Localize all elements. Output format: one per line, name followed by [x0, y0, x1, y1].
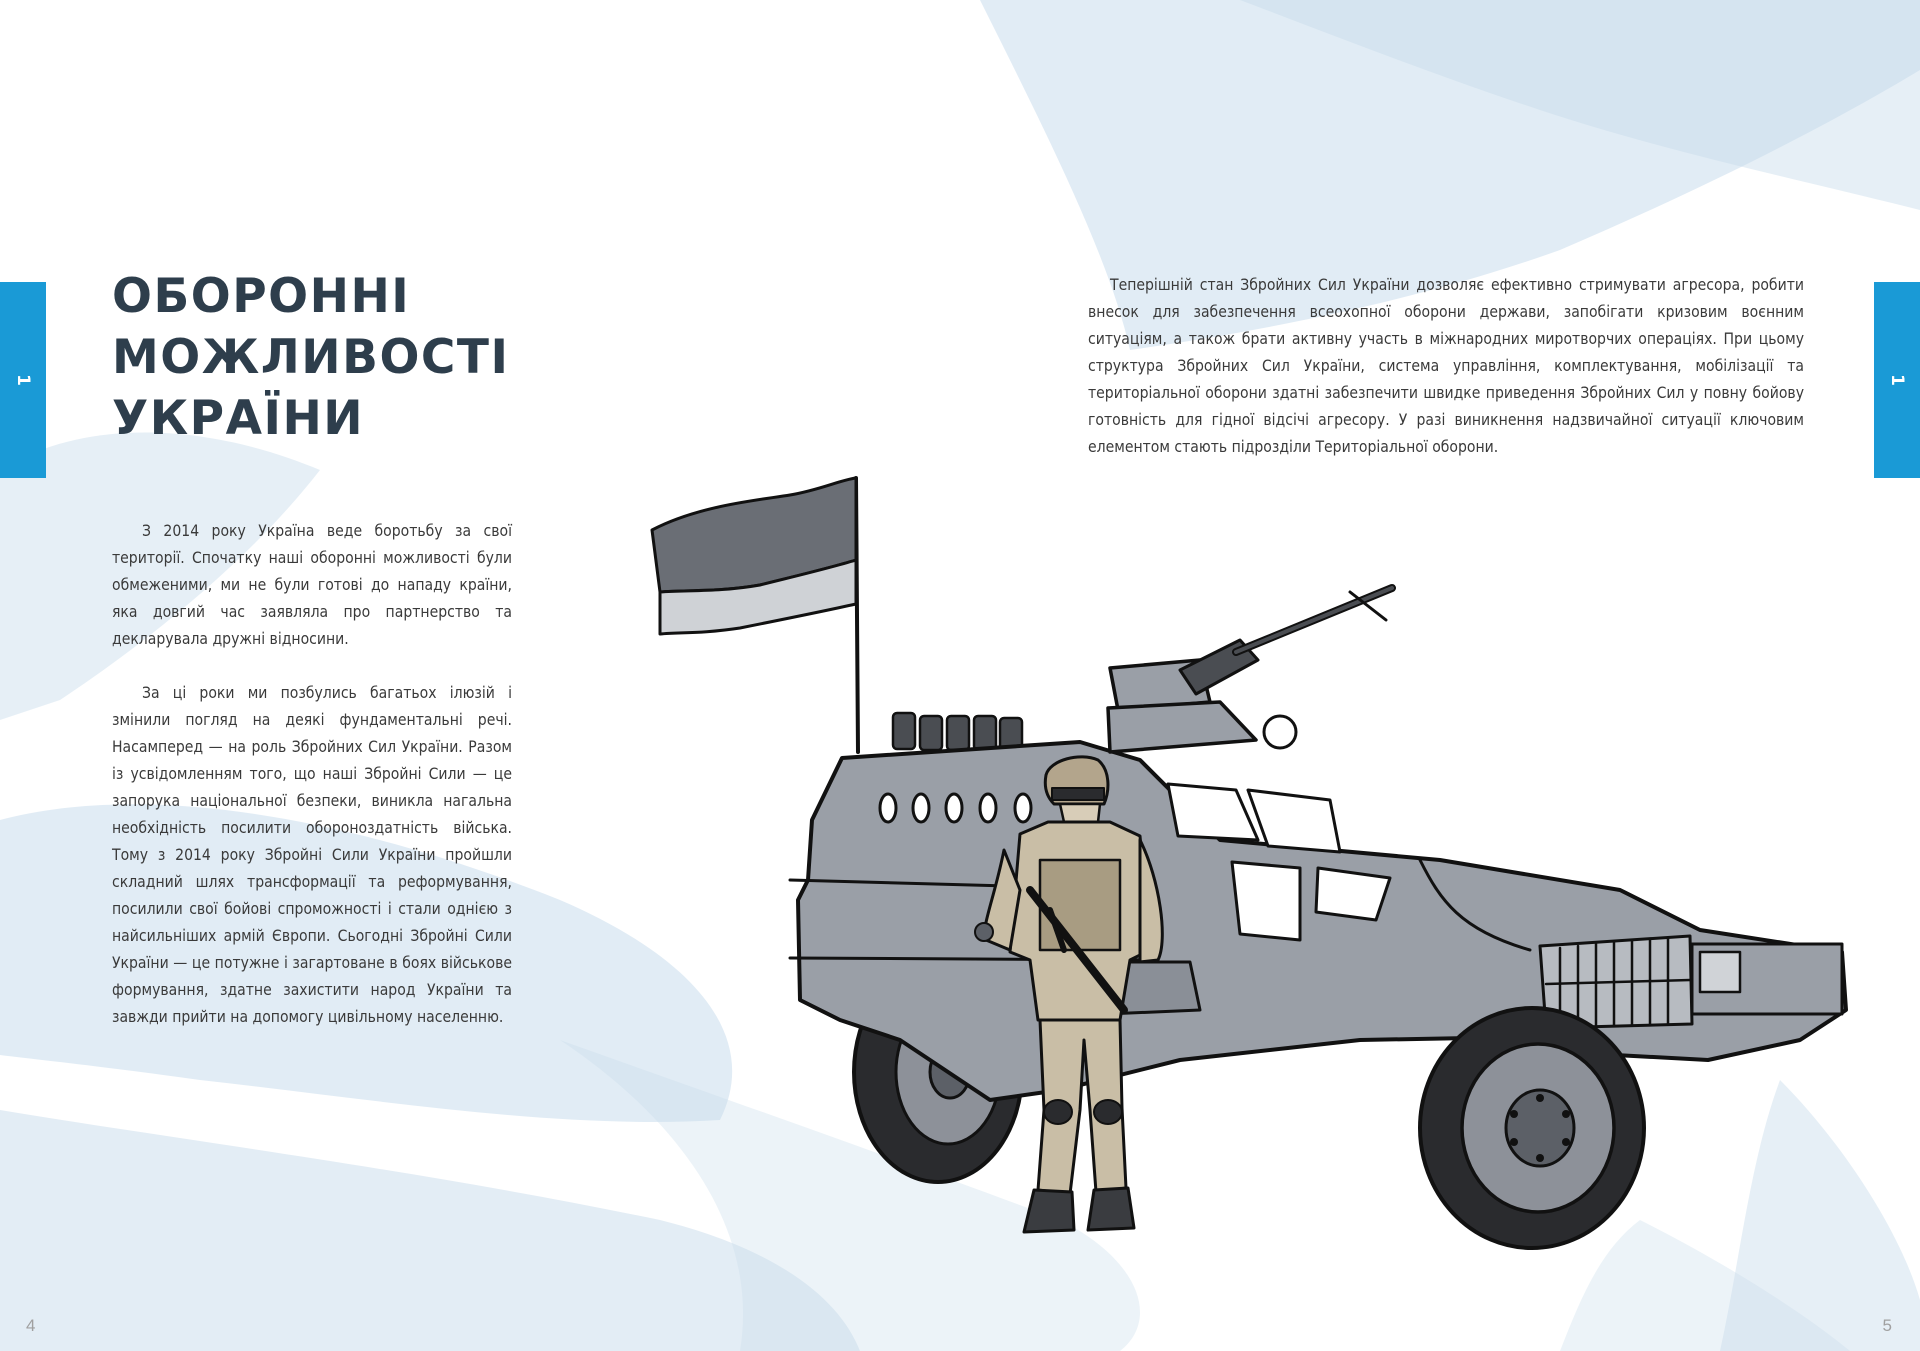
- paragraph: З 2014 року Україна веде боротьбу за свої території. Спочатку наші оборонні можливості були обмеженими, ми не були готові до нападу країни, яка довгий час заявляла про партнерство та декларувала дружні відносини.: [112, 522, 512, 648]
- page-title: ОБОРОННІ МОЖЛИВОСТІ УКРАЇНИ: [112, 269, 510, 447]
- page-number-left: 4: [26, 1316, 36, 1335]
- turret: [1108, 588, 1392, 752]
- grille: [1540, 936, 1842, 1028]
- chapter-number: 1: [13, 374, 33, 386]
- flag-icon: [652, 478, 858, 752]
- chapter-tab-left: [0, 282, 46, 478]
- armored-vehicle-illustration: [640, 460, 1860, 1250]
- chapter-number: 1: [1887, 374, 1907, 386]
- page-number-right: 5: [1882, 1316, 1892, 1335]
- left-text-column: [112, 518, 512, 1031]
- chapter-tab-right: [1874, 282, 1920, 478]
- right-text-column: [1088, 272, 1804, 461]
- paragraph: Теперішній стан Збройних Сил України дозволяє ефективно стримувати агресора, робити внесок для забезпечення всеохопної оборони держави, запобігати кризовим воєнним ситуаціям, а також брати активну участь в міжнародних миротворчих операціях. При цьому структура Збройних Сил України, система управління, комплектування, мобілізації та територіальної оборони здатні забезпечити швидке приведення Збройних Сил у повну бойову готовність для гідної відсічі агресору. У разі виникнення надзвичайної ситуації ключовим елементом стають підрозділи Територіальної оборони.: [1088, 276, 1804, 456]
- paragraph: За ці роки ми позбулись багатьох ілюзій і змінили погляд на деякі фундаментальні речі. Насамперед — на роль Збройних Сил України. Разом із усвідомленням того, що наші Збройні Сили — це запорука національної безпеки, виникла нагальна необхідність посилити обороноздатність війська. Тому з 2014 року Збройні Сили України пройшли складний шлях трансформації та реформування, посилили свої бойові спроможності і стали однією з найсильніших армій Європи. Сьогодні Збройні Сили України — це потужне і загартоване в боях військове формування, здатне захистити народ України та завжди прийти на допомогу цивільному населенню.: [112, 684, 512, 1026]
